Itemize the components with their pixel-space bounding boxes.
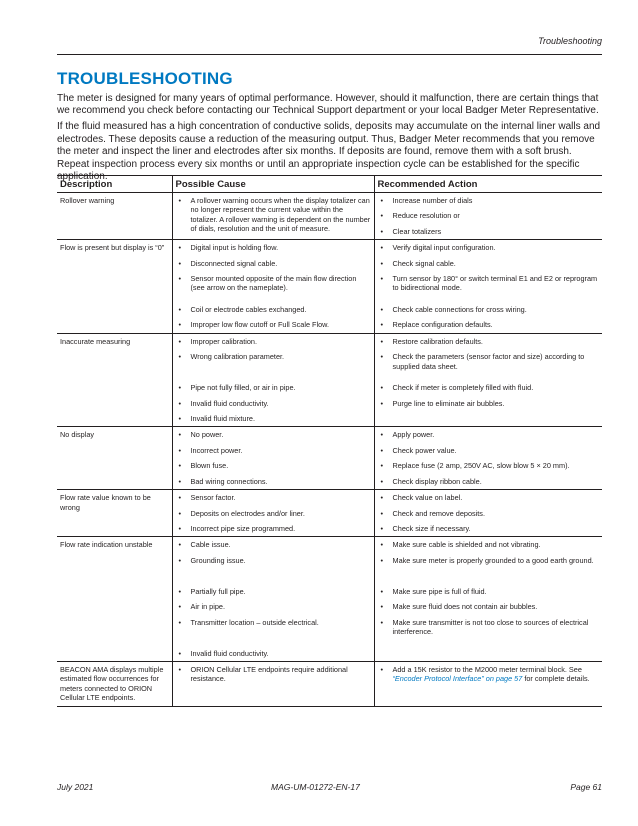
cause-item: • Transmitter location – outside electrical.: [176, 618, 371, 643]
cause-item: • Improper low flow cutoff or Full Scale Flow.: [176, 320, 371, 329]
cause-cell: [172, 661, 374, 706]
action-item: • Make sure cable is shielded and not vibrating.: [378, 540, 600, 549]
action-item: • Reduce resolution or: [378, 211, 600, 220]
cause-item: • Wrong calibration parameter.: [176, 352, 371, 377]
footer-page-number: Page 61: [570, 782, 602, 792]
cause-item: • Sensor mounted opposite of the main flow direction (see arrow on the nameplate).: [176, 274, 371, 299]
action-item: • Increase number of dials: [378, 196, 600, 205]
cause-item: • Sensor factor.: [176, 493, 371, 502]
cause-item: • Improper calibration.: [176, 337, 371, 346]
action-cell: [374, 537, 602, 662]
cause-item: • Incorrect pipe size programmed.: [176, 524, 371, 533]
footer-doc-number: MAG-UM-01272-EN-17: [271, 782, 360, 792]
action-item: • Apply power.: [378, 430, 600, 439]
section-title: TROUBLESHOOTING: [57, 69, 233, 88]
cause-cell: [172, 427, 374, 490]
column-header-description: Description: [57, 176, 172, 193]
table-row: [57, 240, 602, 334]
cause-item: • Cable issue.: [176, 540, 371, 549]
action-item: • Check if meter is completely filled with fluid.: [378, 383, 600, 392]
description-cell: No display: [57, 427, 172, 490]
column-header-recommended-action: Recommended Action: [374, 176, 602, 193]
action-item: • Purge line to eliminate air bubbles.: [378, 399, 600, 408]
action-item: • Check the parameters (sensor factor and size) according to supplied data sheet.: [378, 352, 600, 377]
troubleshooting-table: [57, 175, 602, 707]
action-item: • Verify digital input configuration.: [378, 243, 600, 252]
cause-item: • Deposits on electrodes and/or liner.: [176, 509, 371, 518]
description-cell: Flow rate value known to be wrong: [57, 490, 172, 537]
description-cell: Flow rate indication unstable: [57, 537, 172, 662]
description-cell: Flow is present but display is “0”: [57, 240, 172, 334]
action-item: • Check signal cable.: [378, 259, 600, 268]
cause-item: • Coil or electrode cables exchanged.: [176, 305, 371, 314]
cause-item: • Invalid fluid conductivity.: [176, 399, 371, 408]
action-item: • Check size if necessary.: [378, 524, 600, 533]
table-row: [57, 427, 602, 490]
action-cell: [374, 193, 602, 240]
description-cell: Rollover warning: [57, 193, 172, 240]
cause-cell: [172, 333, 374, 427]
intro-text: [57, 93, 602, 187]
action-item: • Make sure transmitter is not too close to sources of electrical interference.: [378, 618, 600, 637]
cause-item: • Invalid fluid conductivity.: [176, 649, 371, 658]
description-cell: BEACON AMA displays multiple estimated flow occurrences for meters connected to ORION Cellular LTE endpoints.: [57, 661, 172, 706]
cause-item: • Invalid fluid mixture.: [176, 414, 371, 423]
description-cell: Inaccurate measuring: [57, 333, 172, 427]
action-text: Add a 15K resistor to the M2000 meter terminal block. See: [392, 664, 582, 674]
cause-item: • Pipe not fully filled, or air in pipe.: [176, 383, 371, 392]
action-item: • Make sure fluid does not contain air bubbles.: [378, 602, 600, 611]
action-item: • Check cable connections for cross wiring.: [378, 305, 600, 314]
action-cell: [374, 661, 602, 706]
cause-item: • A rollover warning occurs when the display totalizer can no longer represent the current value within the totalizer. A rollover warning is dependent on the number of dials, resolution and the unit of measure.: [176, 196, 371, 234]
table-row: [57, 193, 602, 240]
action-item: • Replace configuration defaults.: [378, 320, 600, 329]
running-head: Troubleshooting: [538, 36, 602, 46]
cause-item: • Bad wiring connections.: [176, 477, 371, 486]
action-item: • Turn sensor by 180° or switch terminal E1 and E2 or reprogram to bidirectional mode.: [378, 274, 600, 299]
action-item: • Clear totalizers: [378, 227, 600, 236]
cause-item: • Air in pipe.: [176, 602, 371, 611]
column-header-possible-cause: Possible Cause: [172, 176, 374, 193]
cause-cell: [172, 193, 374, 240]
cause-cell: [172, 240, 374, 334]
action-item: • Check display ribbon cable.: [378, 477, 600, 486]
action-item: • Check value on label.: [378, 493, 600, 502]
cause-item: • Grounding issue.: [176, 556, 371, 581]
action-cell: [374, 427, 602, 490]
footer-date: July 2021: [57, 782, 94, 792]
action-item: • Make sure meter is properly grounded to a good earth ground.: [378, 556, 600, 581]
table-row: [57, 537, 602, 662]
cause-item: • Blown fuse.: [176, 461, 371, 470]
action-item: • Restore calibration defaults.: [378, 337, 600, 346]
action-cell: [374, 333, 602, 427]
cause-item: • Incorrect power.: [176, 446, 371, 455]
action-text: for complete details.: [522, 674, 590, 684]
cause-cell: [172, 490, 374, 537]
action-item: • Make sure pipe is full of fluid.: [378, 587, 600, 596]
cause-item: • Disconnected signal cable.: [176, 259, 371, 268]
encoder-protocol-link[interactable]: “Encoder Protocol Interface” on page 57: [392, 674, 523, 684]
cause-cell: [172, 537, 374, 662]
table-row: [57, 661, 602, 706]
cause-item: • No power.: [176, 430, 371, 439]
cause-item: • ORION Cellular LTE endpoints require additional resistance.: [176, 665, 371, 684]
action-item: [378, 665, 600, 684]
table-row: [57, 490, 602, 537]
table-row: [57, 333, 602, 427]
cause-item: • Digital input is holding flow.: [176, 243, 371, 252]
cause-item: • Partially full pipe.: [176, 587, 371, 596]
action-item: • Check and remove deposits.: [378, 509, 600, 518]
action-item: • Check power value.: [378, 446, 600, 455]
action-item: • Replace fuse (2 amp, 250V AC, slow blow 5 × 20 mm).: [378, 461, 600, 470]
table-header-row: [57, 176, 602, 193]
action-cell: [374, 240, 602, 334]
action-cell: [374, 490, 602, 537]
header-rule: [57, 54, 602, 55]
intro-paragraph: The meter is designed for many years of optimal performance. However, should it malfunction, there are certain things that we recommend you check before contacting our Technical Support department or your local Badger Meter Representative.: [57, 93, 599, 117]
intro-paragraph: If the fluid measured has a high concentration of conductive solids, deposits may accumulate on the internal liner walls and electrodes. These deposits cause a reduction of the measuring output. Thus, Badger Meter recommends that you remove the meter and inspect the liner and electrodes after six months. If deposits are found, remove them with a soft brush. Repeat inspection process every six months or until an appropriate inspection cycle can be established for the specific application.: [57, 121, 601, 182]
